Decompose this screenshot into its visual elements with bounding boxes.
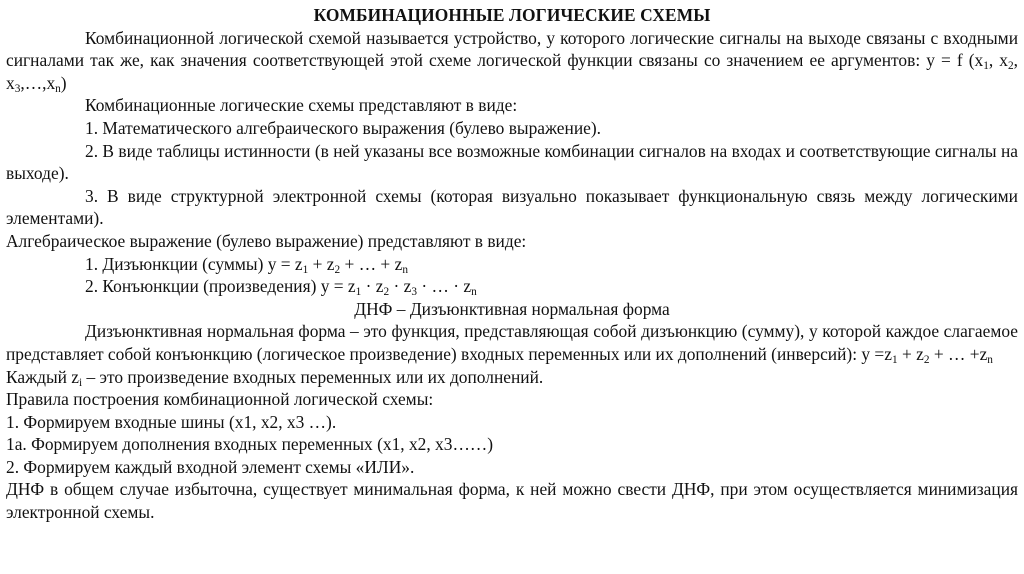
- intro-text: Комбинационной логической схемой называется устройство, у которого логические сигналы на выходе связаны с входными сигналами так же, как значения соответствующей этой схеме логической функции связаны со значением ее аргументов: y = f (x: [6, 27, 1018, 71]
- each-zi-after: – это произведение входных переменных или их дополнений.: [82, 366, 544, 387]
- arg-sub-n: n: [55, 82, 61, 95]
- disjunction-line: [6, 253, 1018, 276]
- arg-sep-1: , x: [988, 50, 1008, 71]
- conjunction-text: 2. Конъюнкции (произведения) y = z: [85, 276, 356, 297]
- disj-sep-2: + … + z: [340, 253, 403, 274]
- dnf-def-text: Дизъюнктивная нормальная форма – это функция, представляющая собой дизъюнкцию (сумму), у которой каждое слагаемое представляет собой конъюнкцию (логическое произведение) входных переменных или их дополнений (инверсий): y =z: [6, 321, 1018, 364]
- rule-item-1a: 1а. Формируем дополнения входных переменных (x1, x2, x3……): [6, 434, 494, 455]
- arg-sub-3: 3: [14, 82, 21, 95]
- form-item-2: 2. В виде таблицы истинности (в ней указаны все возможные комбинации сигналов на входах и соответствующие сигналы на выходе).: [6, 140, 1018, 184]
- form-item-3: 3. В виде структурной электронной схемы (которая визуально показывает функциональную связь между логическими элементами).: [6, 185, 1018, 229]
- conj-sub-2: 2: [383, 286, 390, 299]
- dnf-sub-n: n: [987, 354, 993, 367]
- dnf-sep-2: + … +z: [929, 343, 988, 364]
- document-page: [6, 4, 1018, 524]
- disj-sub-2: 2: [334, 263, 341, 276]
- intro-paragraph: [6, 27, 1018, 95]
- dnf-sep-1: + z: [897, 343, 924, 364]
- conj-sep-2: · z: [389, 276, 412, 297]
- conj-sub-3: 3: [411, 286, 418, 299]
- arg-sep-3: ,…,x: [20, 72, 56, 93]
- rules-heading: Правила построения комбинационной логической схемы:: [6, 389, 434, 410]
- each-zi-line: [6, 366, 1018, 389]
- dnf-sub-1: 1: [891, 354, 898, 367]
- disj-sub-n: n: [402, 263, 408, 276]
- disj-sub-1: 1: [302, 263, 309, 276]
- conj-sub-1: 1: [355, 286, 362, 299]
- form-item-1: 1. Математического алгебраического выражения (булево выражение).: [85, 117, 601, 138]
- arg-sub-2: 2: [1008, 60, 1014, 73]
- rule-item-2: 2. Формируем каждый входной элемент схемы «ИЛИ».: [6, 456, 415, 477]
- conj-sep-3: · … · z: [417, 276, 472, 297]
- dnf-definition: [6, 320, 1018, 365]
- conj-sub-n: n: [471, 286, 477, 299]
- arg-close: ): [60, 72, 67, 93]
- conjunction-line: [6, 275, 1018, 298]
- page-title: КОМБИНАЦИОННЫЕ ЛОГИЧЕСКИЕ СХЕМЫ: [313, 5, 711, 25]
- disjunction-text: 1. Дизъюнкции (суммы) y = z: [85, 253, 303, 274]
- algebra-intro: Алгебраическое выражение (булево выражение) представляют в виде:: [6, 230, 527, 251]
- conj-sep-1: · z: [361, 276, 384, 297]
- each-zi-before: Каждый z: [6, 366, 80, 387]
- conclusion-paragraph: ДНФ в общем случае избыточна, существует минимальная форма, к ней можно свести ДНФ, при этом осуществляется минимизация электронной схемы.: [6, 479, 1018, 523]
- arg-sub-1: 1: [983, 60, 989, 73]
- each-zi-sub: i: [79, 376, 83, 389]
- forms-intro: Комбинационные логические схемы представляют в виде:: [85, 95, 518, 116]
- disj-sep-1: + z: [308, 253, 335, 274]
- rule-item-1: 1. Формируем входные шины (x1, x2, x3 …).: [6, 411, 337, 432]
- dnf-heading: ДНФ – Дизъюнктивная нормальная форма: [354, 298, 670, 319]
- dnf-sub-2: 2: [923, 354, 930, 367]
- arg-sep-2: , x: [6, 50, 1019, 93]
